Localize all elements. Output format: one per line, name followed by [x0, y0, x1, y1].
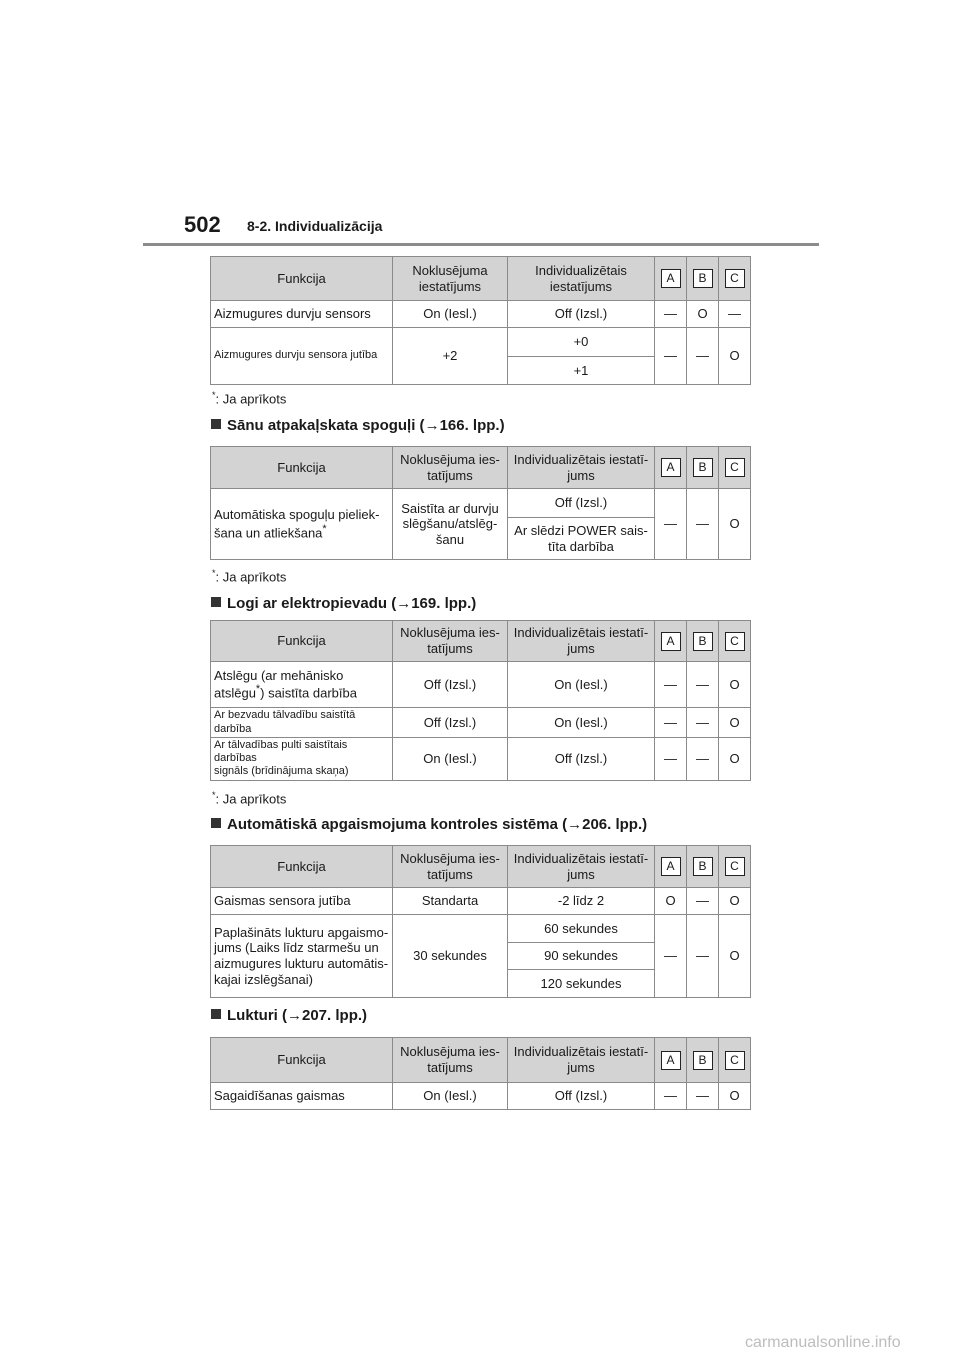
- table-side-mirrors: [210, 446, 751, 560]
- cell-custom: 120 sekundes: [508, 970, 655, 998]
- header-custom: Individualizētais iestatī-jums: [508, 1038, 655, 1083]
- header-letter-b: [687, 846, 719, 888]
- cell-custom: Off (Izsl.): [508, 489, 655, 518]
- heading-text: Automātiskā apgaismojuma kontroles sistēma (: [227, 816, 568, 833]
- letter-c-box: C: [725, 632, 745, 651]
- cell-b: —: [687, 1083, 719, 1110]
- header-letter-a: [655, 447, 687, 489]
- cell-custom: Ar slēdzi POWER sais-tīta darbība: [508, 518, 655, 560]
- table-row: [211, 301, 751, 328]
- heading-page-ref: 207. lpp.): [302, 1007, 368, 1024]
- cell-custom: On (Iesl.): [508, 662, 655, 708]
- header-custom: Individualizētais iestatī-jums: [508, 447, 655, 489]
- cell-c: O: [719, 662, 751, 708]
- cell-function: Gaismas sensora jutība: [211, 888, 393, 915]
- cell-function: Paplašināts lukturu apgaismo-jums (Laiks līdz starmešu un aizmugures lukturu automātis-kajai izslēgšanai): [211, 915, 393, 998]
- cell-a: O: [655, 888, 687, 915]
- letter-b-box: B: [693, 269, 713, 288]
- cell-function-line1: Ar tālvadības pulti saistītais darbības: [214, 739, 348, 765]
- footnote: [212, 790, 286, 806]
- cell-custom: +1: [508, 357, 655, 385]
- cell-default: On (Iesl.): [393, 1083, 508, 1110]
- footnote-asterisk: *: [212, 568, 216, 578]
- footnote-asterisk: *: [322, 522, 327, 535]
- letter-b-box: B: [693, 857, 713, 876]
- cell-function-line1: Automātiska spoguļu pieliek-: [214, 507, 380, 523]
- header-divider: [143, 243, 819, 246]
- cell-default: Off (Izsl.): [393, 662, 508, 708]
- arrow-right-icon: →: [396, 595, 412, 612]
- cell-a: —: [655, 489, 687, 560]
- bullet-square-icon: [211, 597, 221, 607]
- heading-text: Lukturi (: [227, 1007, 287, 1024]
- letter-a-box: A: [661, 458, 681, 477]
- cell-c: O: [719, 489, 751, 560]
- letter-a-box: A: [661, 632, 681, 651]
- header-default: Noklusējuma iestatījums: [393, 257, 508, 301]
- heading-text: Sānu atpakaļskata spoguļi (: [227, 417, 425, 434]
- cell-b: —: [687, 915, 719, 998]
- table-row: [211, 489, 751, 518]
- cell-c: —: [719, 301, 751, 328]
- letter-b-box: B: [693, 632, 713, 651]
- cell-custom: Off (Izsl.): [508, 738, 655, 781]
- letter-c-box: C: [725, 857, 745, 876]
- watermark-text: carmanualsonline.info: [745, 1334, 901, 1351]
- letter-a-box: A: [661, 1051, 681, 1070]
- cell-b: —: [687, 888, 719, 915]
- table-row: [211, 662, 751, 708]
- cell-default: On (Iesl.): [393, 738, 508, 781]
- cell-default: 30 sekundes: [393, 915, 508, 998]
- cell-custom: Off (Izsl.): [508, 1083, 655, 1110]
- heading-page-ref: 206. lpp.): [582, 816, 648, 833]
- cell-c: O: [719, 328, 751, 385]
- heading-power-windows: [211, 595, 476, 612]
- header-letter-c: [719, 846, 751, 888]
- heading-page-ref: 166. lpp.): [439, 417, 505, 434]
- footnote: [212, 568, 286, 584]
- header-letter-c: [719, 447, 751, 489]
- footnote-text: : Ja aprīkots: [215, 391, 287, 407]
- cell-custom: Off (Izsl.): [508, 301, 655, 328]
- header-letter-b: [687, 1038, 719, 1083]
- cell-default: On (Iesl.): [393, 301, 508, 328]
- cell-c: O: [719, 1083, 751, 1110]
- cell-c: O: [719, 738, 751, 781]
- arrow-right-icon: →: [424, 417, 440, 434]
- table-headlights: [210, 1037, 751, 1110]
- footnote-text: : Ja aprīkots: [215, 569, 287, 585]
- header-function: Funkcija: [211, 257, 393, 301]
- cell-a: —: [655, 662, 687, 708]
- arrow-right-icon: →: [287, 1007, 302, 1024]
- header-letter-c: [719, 257, 751, 301]
- header-letter-a: [655, 846, 687, 888]
- cell-function-line2: signāls (brīdinājuma skaņa): [214, 765, 349, 778]
- letter-b-box: B: [693, 1051, 713, 1070]
- letter-b-box: B: [693, 458, 713, 477]
- table-row: [211, 708, 751, 738]
- heading-text: Logi ar elektropievadu (: [227, 595, 397, 612]
- table-row: [211, 888, 751, 915]
- cell-b: O: [687, 301, 719, 328]
- cell-a: —: [655, 1083, 687, 1110]
- letter-c-box: C: [725, 269, 745, 288]
- cell-b: —: [687, 489, 719, 560]
- cell-function: [211, 738, 393, 781]
- cell-function: Sagaidīšanas gaismas: [211, 1083, 393, 1110]
- header-function: Funkcija: [211, 846, 393, 888]
- cell-function: Aizmugures durvju sensora jutība: [211, 328, 393, 385]
- cell-custom: +0: [508, 328, 655, 357]
- header-default: Noklusējuma ies-tatījums: [393, 1038, 508, 1083]
- cell-default: Standarta: [393, 888, 508, 915]
- cell-function: [211, 489, 393, 560]
- cell-a: —: [655, 328, 687, 385]
- letter-a-box: A: [661, 269, 681, 288]
- cell-b: —: [687, 662, 719, 708]
- cell-custom: 90 sekundes: [508, 943, 655, 970]
- cell-function-line2-end: ) saistīta darbība: [260, 685, 357, 701]
- table-header-row: [211, 1038, 751, 1083]
- header-letter-b: [687, 257, 719, 301]
- footnote-asterisk: *: [212, 790, 216, 800]
- letter-a-box: A: [661, 857, 681, 876]
- table-power-windows: [210, 620, 751, 781]
- cell-default: Off (Izsl.): [393, 708, 508, 738]
- bullet-square-icon: [211, 1009, 221, 1019]
- cell-default: +2: [393, 328, 508, 385]
- table-rear-door-sensor: [210, 256, 751, 385]
- cell-custom: -2 līdz 2: [508, 888, 655, 915]
- heading-auto-lighting: [211, 816, 647, 833]
- cell-function: [211, 662, 393, 708]
- cell-function: Ar bezvadu tālvadību saistītā darbība: [211, 708, 393, 738]
- letter-c-box: C: [725, 458, 745, 477]
- header-function: Funkcija: [211, 621, 393, 662]
- header-function: Funkcija: [211, 447, 393, 489]
- cell-custom: 60 sekundes: [508, 915, 655, 943]
- header-default: Noklusējuma ies-tatījums: [393, 846, 508, 888]
- table-header-row: [211, 257, 751, 301]
- heading-page-ref: 169. lpp.): [411, 595, 477, 612]
- cell-c: O: [719, 915, 751, 998]
- footnote: [212, 390, 286, 406]
- cell-b: —: [687, 738, 719, 781]
- bullet-square-icon: [211, 419, 221, 429]
- header-letter-c: [719, 621, 751, 662]
- header-default: Noklusējuma ies-tatījums: [393, 621, 508, 662]
- cell-function-line2: šana un atliekšana: [214, 525, 323, 541]
- table-header-row: [211, 447, 751, 489]
- table-header-row: [211, 621, 751, 662]
- cell-c: O: [719, 708, 751, 738]
- footnote-asterisk: *: [255, 683, 261, 696]
- header-letter-b: [687, 621, 719, 662]
- cell-a: —: [655, 708, 687, 738]
- cell-function-line2: atslēgu: [214, 685, 256, 701]
- section-title: 8-2. Individualizācija: [247, 218, 383, 234]
- cell-function-line1: Atslēgu (ar mehānisko: [214, 667, 344, 683]
- header-letter-a: [655, 621, 687, 662]
- letter-c-box: C: [725, 1051, 745, 1070]
- heading-side-mirrors: [211, 417, 505, 434]
- header-custom: Individualizētais iestatījums: [508, 257, 655, 301]
- cell-a: —: [655, 738, 687, 781]
- table-row: [211, 738, 751, 781]
- header-custom: Individualizētais iestatī-jums: [508, 846, 655, 888]
- heading-headlights: [211, 1007, 367, 1024]
- footnote-text: : Ja aprīkots: [215, 791, 287, 807]
- header-letter-a: [655, 1038, 687, 1083]
- table-row: [211, 915, 751, 943]
- bullet-square-icon: [211, 818, 221, 828]
- cell-c: O: [719, 888, 751, 915]
- page-number: 502: [184, 212, 221, 237]
- cell-b: —: [687, 708, 719, 738]
- table-row: [211, 328, 751, 357]
- header-letter-c: [719, 1038, 751, 1083]
- footnote-asterisk: *: [212, 390, 216, 400]
- header-custom: Individualizētais iestatī-jums: [508, 621, 655, 662]
- table-auto-lighting: [210, 845, 751, 998]
- table-row: [211, 1083, 751, 1110]
- cell-function: Aizmugures durvju sensors: [211, 301, 393, 328]
- cell-b: —: [687, 328, 719, 385]
- header-function: Funkcija: [211, 1038, 393, 1083]
- table-header-row: [211, 846, 751, 888]
- cell-a: —: [655, 301, 687, 328]
- arrow-right-icon: →: [567, 816, 583, 833]
- cell-a: —: [655, 915, 687, 998]
- cell-default: Saistīta ar durvju slēgšanu/atslēg-šanu: [393, 489, 508, 560]
- header-letter-a: [655, 257, 687, 301]
- header-default: Noklusējuma ies-tatījums: [393, 447, 508, 489]
- header-letter-b: [687, 447, 719, 489]
- cell-custom: On (Iesl.): [508, 708, 655, 738]
